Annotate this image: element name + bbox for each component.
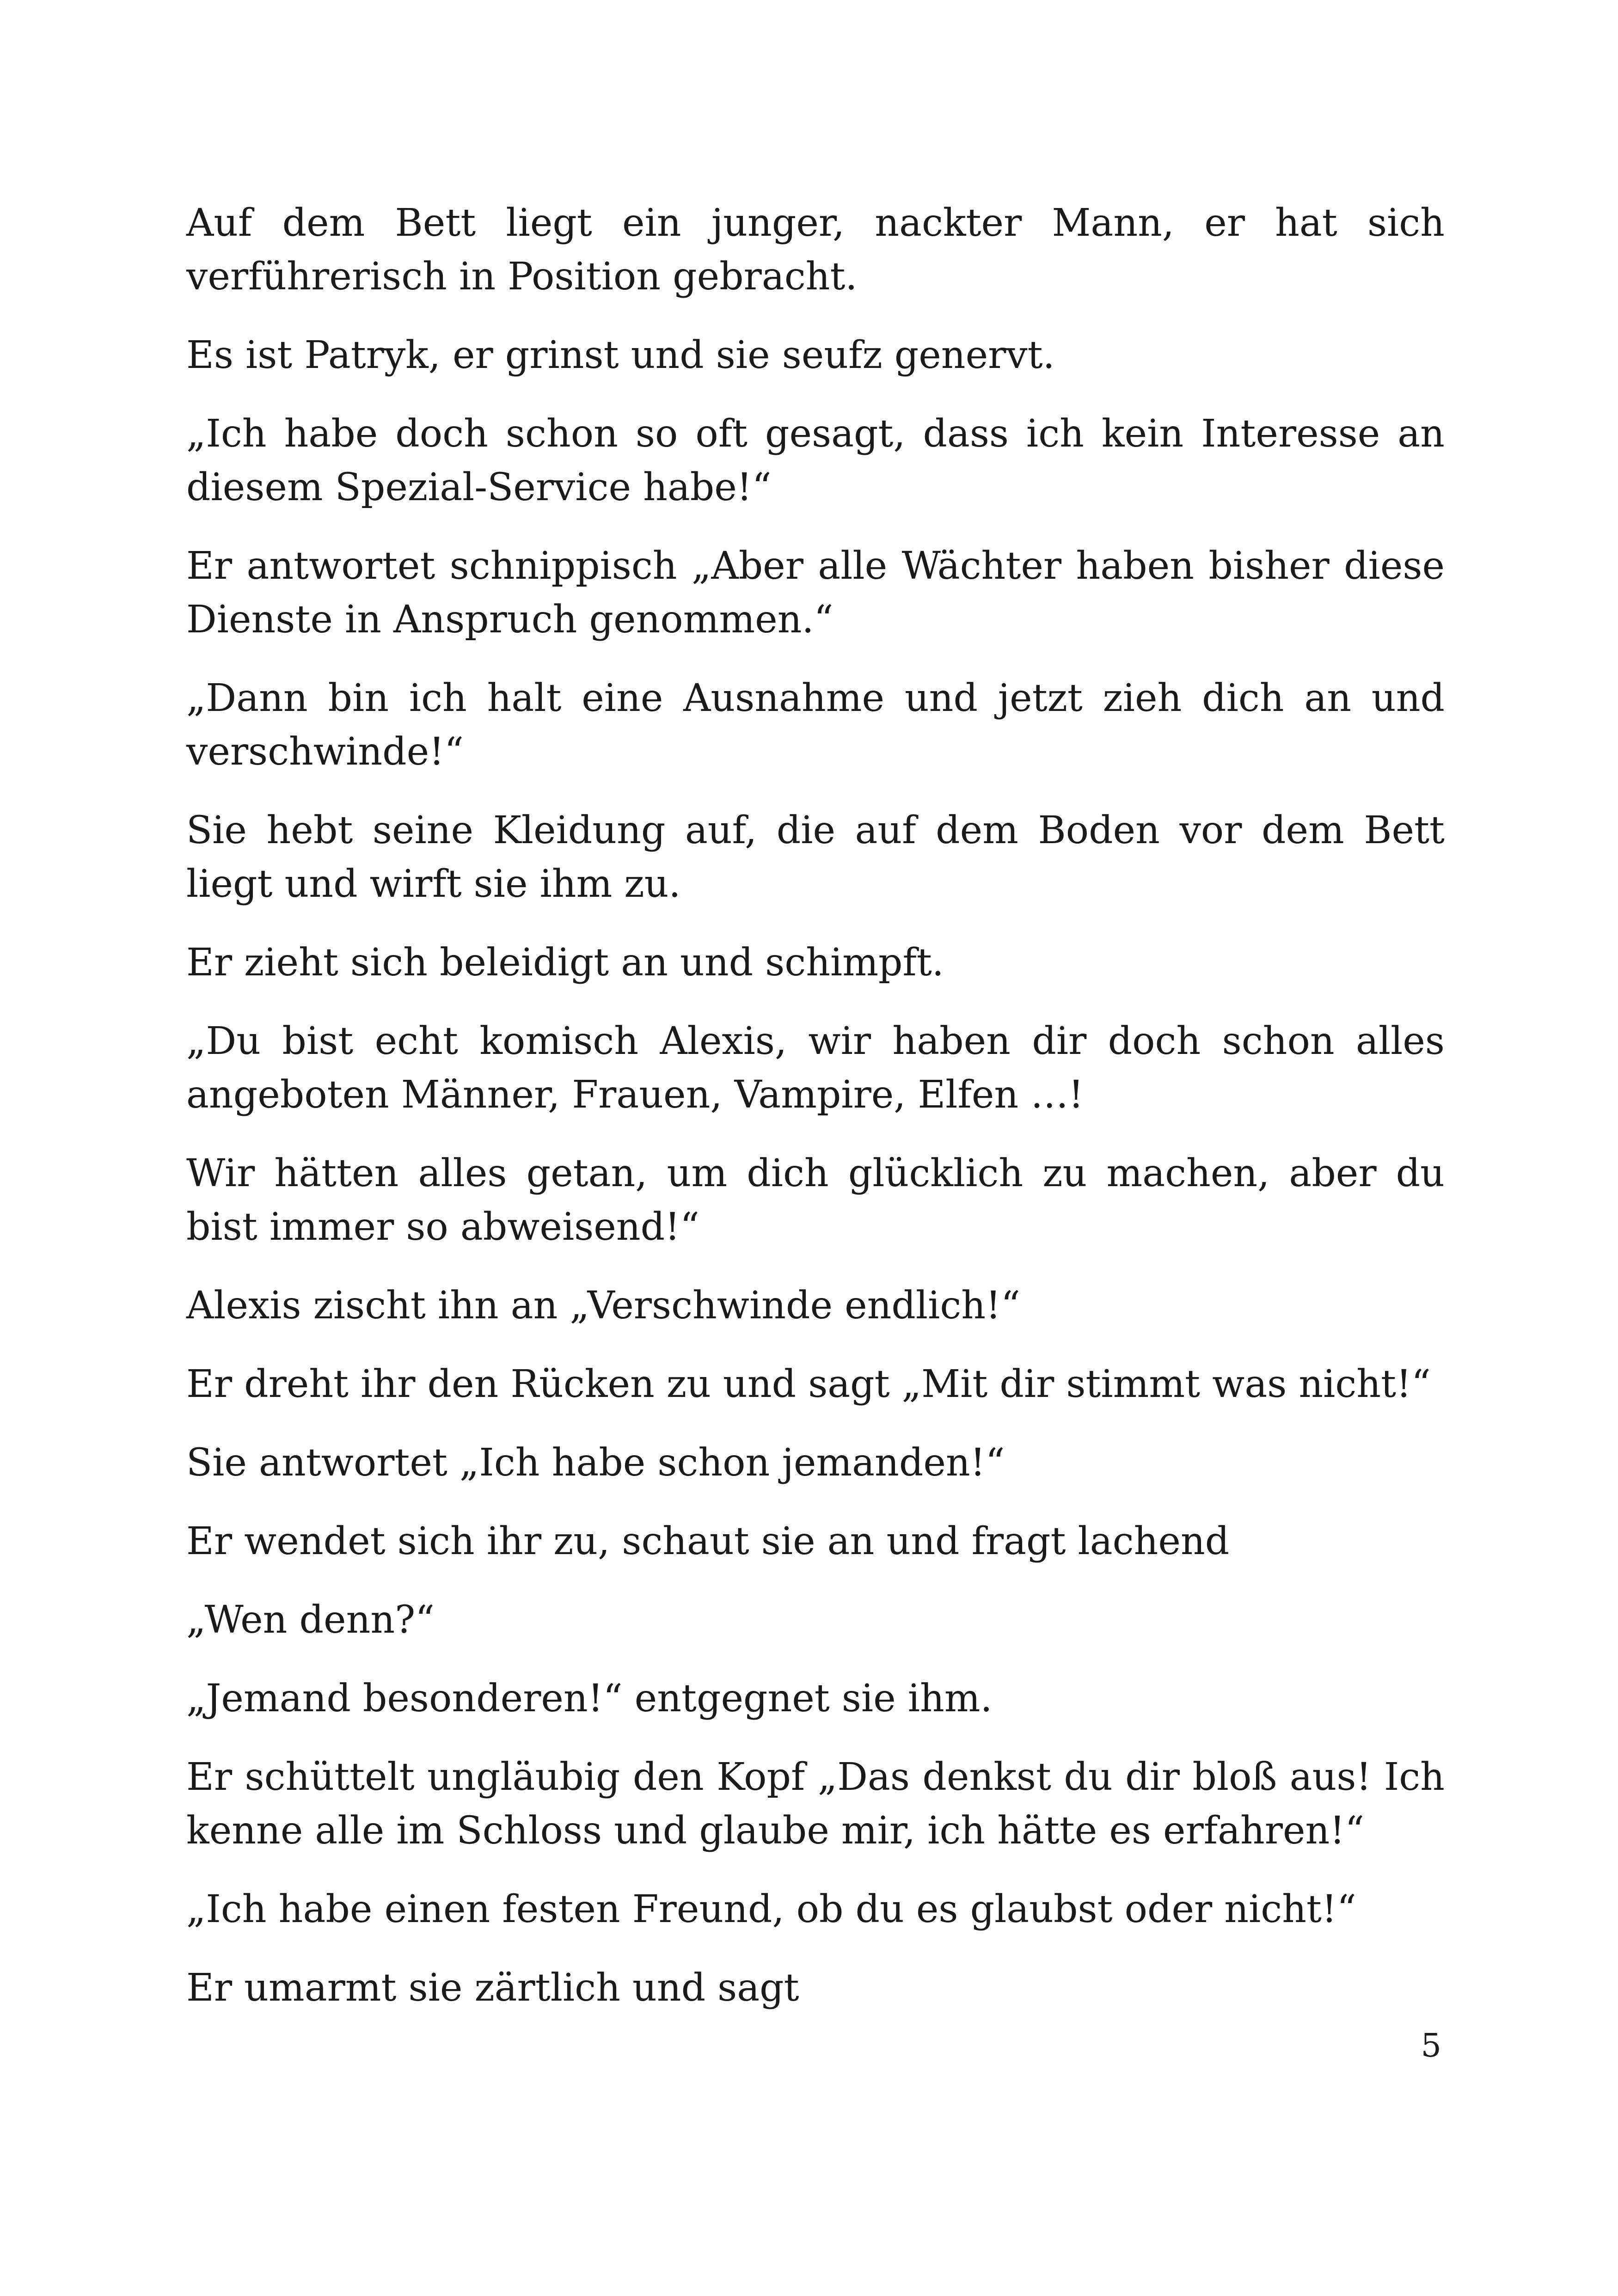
paragraph: Er schüttelt ungläubig den Kopf „Das denkst du dir bloß aus! Ich kenne alle im Schloss und glaube mir, ich hätte es erfahren!“ [186, 1755, 1445, 1853]
paragraph: Alexis zischt ihn an „Verschwinde endlich!“ [186, 1284, 1020, 1328]
paragraph: Er wendet sich ihr zu, schaut sie an und fragt lachend [186, 1519, 1230, 1563]
paragraph: „Jemand besonderen!“ entgegnet sie ihm. [186, 1677, 993, 1720]
paragraph: „Du bist echt komisch Alexis, wir haben dir doch schon alles angeboten Männer, Frauen, Vampire, Elfen …! [186, 1019, 1445, 1117]
page-number: 5 [1421, 2027, 1441, 2064]
paragraph: Er antwortet schnippisch „Aber alle Wächter haben bisher diese Dienste in Anspruch genommen.“ [186, 544, 1445, 642]
paragraph: Er zieht sich beleidigt an und schimpft. [186, 941, 944, 985]
paragraph: „Wen denn?“ [186, 1598, 435, 1642]
body-text [186, 196, 1445, 2040]
paragraph: Sie antwortet „Ich habe schon jemanden!“ [186, 1441, 1005, 1485]
paragraph: Auf dem Bett liegt ein junger, nackter Mann, er hat sich verführerisch in Position gebracht. [186, 201, 1445, 299]
paragraph: Es ist Patryk, er grinst und sie seufz genervt. [186, 333, 1055, 377]
paragraph: „Dann bin ich halt eine Ausnahme und jetzt zieh dich an und verschwinde!“ [186, 676, 1445, 774]
paragraph: Er dreht ihr den Rücken zu und sagt „Mit dir stimmt was nicht!“ [186, 1362, 1431, 1406]
paragraph: „Ich habe einen festen Freund, ob du es glaubst oder nicht!“ [186, 1887, 1356, 1931]
paragraph: „Ich habe doch schon so oft gesagt, dass ich kein Interesse an diesem Spezial-Service habe!“ [186, 412, 1445, 509]
paragraph: Er umarmt sie zärtlich und sagt [186, 1966, 799, 2010]
paragraph: Sie hebt seine Kleidung auf, die auf dem Boden vor dem Bett liegt und wirft sie ihm zu. [186, 808, 1445, 906]
paragraph: Wir hätten alles getan, um dich glücklich zu machen, aber du bist immer so abweisend!“ [186, 1151, 1445, 1249]
